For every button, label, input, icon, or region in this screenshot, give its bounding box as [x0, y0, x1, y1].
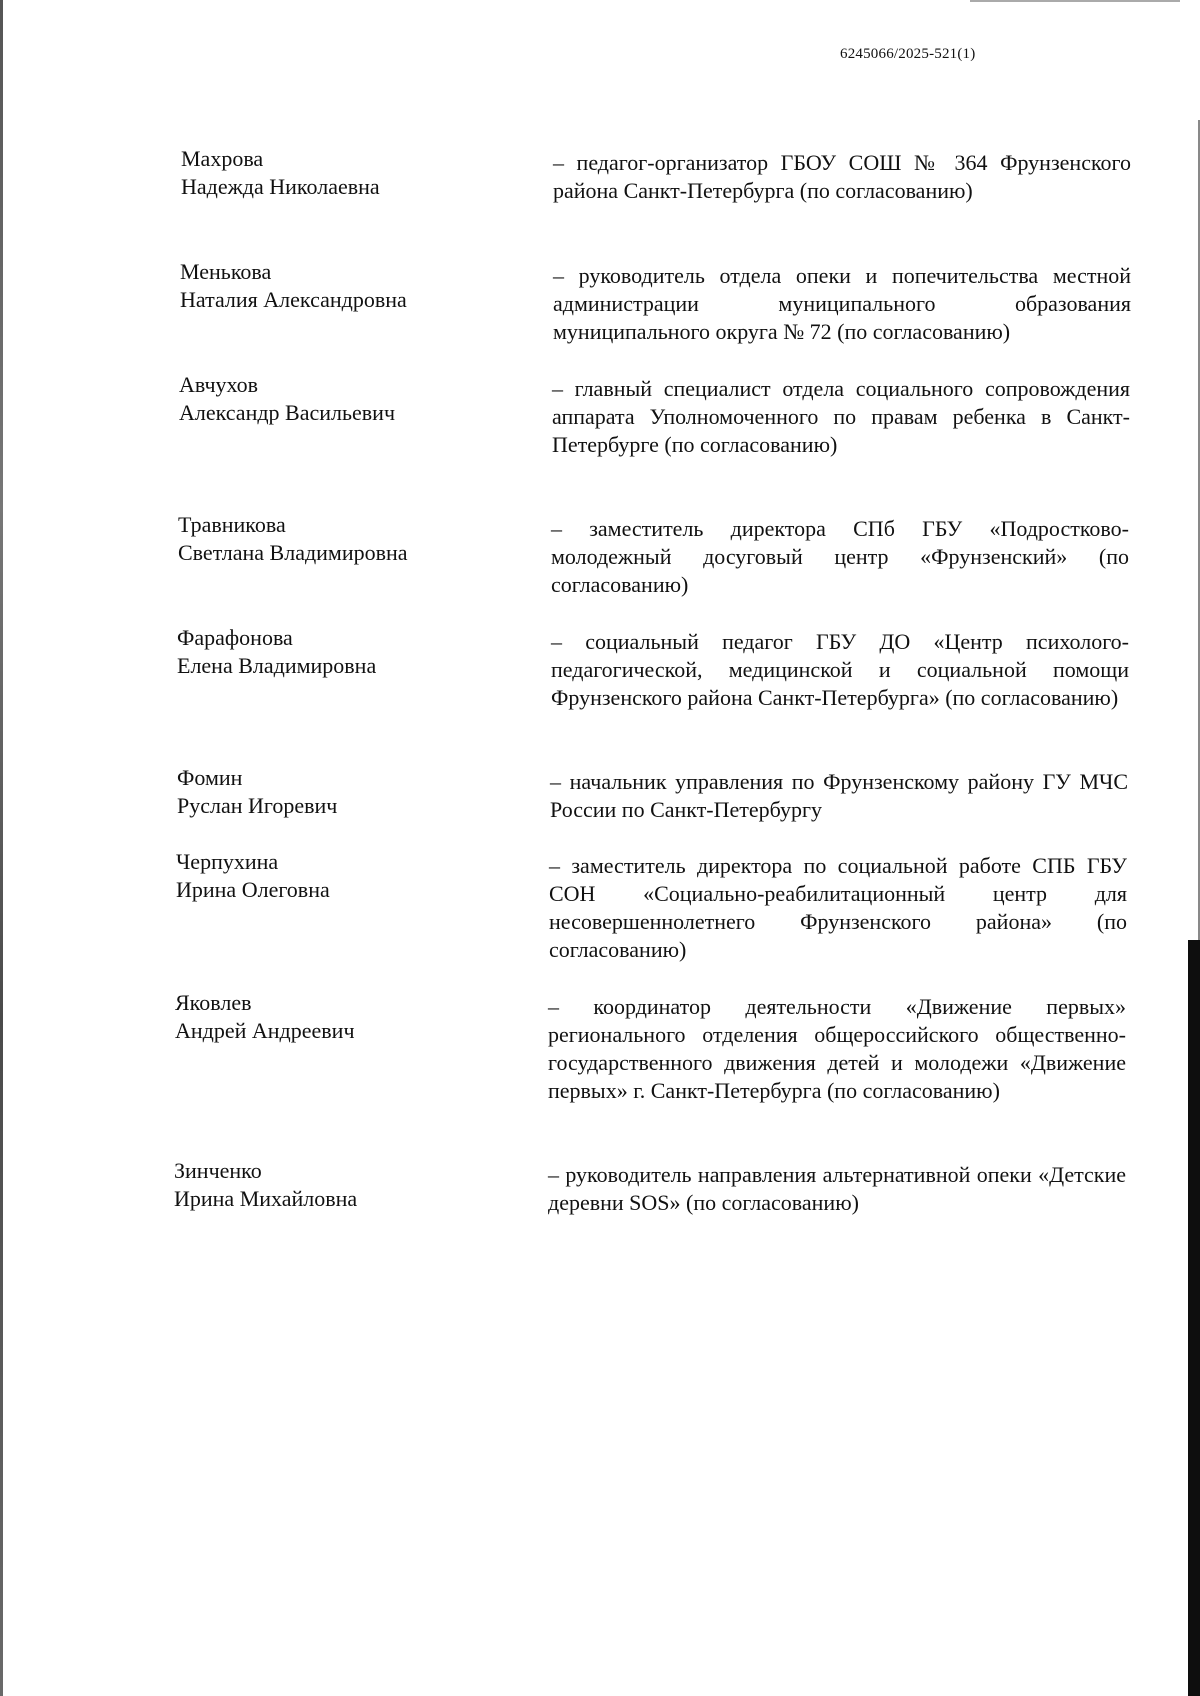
member-given-name: Ирина Олеговна [176, 877, 330, 902]
member-name [178, 511, 508, 567]
scan-edge-top [970, 0, 1180, 2]
scan-edge-left [0, 0, 3, 1696]
member-given-name: Надежда Николаевна [181, 174, 380, 199]
member-surname: Махрова [181, 146, 264, 171]
member-role: – руководитель отдела опеки и попечительства местной администрации муниципального образования муниципального округа № 72 (по согласованию) [553, 263, 1131, 344]
member-surname: Черпухина [176, 849, 279, 874]
member-name [174, 1157, 504, 1213]
member-role: – заместитель директора СПб ГБУ «Подростково-молодежный досуговый центр «Фрунзенский» (по согласованию) [551, 516, 1129, 597]
member-name [180, 258, 510, 314]
member-given-name: Светлана Владимировна [178, 540, 408, 565]
member-name [177, 624, 507, 680]
member-role: – заместитель директора по социальной работе СПБ ГБУ СОН «Социально-реабилитационный центр для несовершеннолетнего Фрунзенского района» (по согласованию) [549, 853, 1127, 962]
scan-edge-right [1188, 940, 1200, 1696]
member-surname: Травникова [178, 512, 286, 537]
member-surname: Менькова [180, 259, 272, 284]
member-name [177, 764, 507, 820]
member-given-name: Елена Владимировна [177, 653, 377, 678]
member-surname: Яковлев [175, 990, 252, 1015]
document-number: 6245066/2025-521(1) [840, 46, 976, 62]
member-surname: Авчухов [179, 372, 259, 397]
member-role: – начальник управления по Фрунзенскому району ГУ МЧС России по Санкт-Петербургу [550, 769, 1128, 822]
member-name [181, 145, 511, 201]
member-surname: Фомин [177, 765, 243, 790]
member-role: – координатор деятельности «Движение первых» регионального отделения общероссийского общественно-государственного движения детей и молодежи «Движение первых» г. Санкт-Петербурга (по согласованию) [548, 994, 1126, 1103]
member-name [179, 371, 509, 427]
member-role: – руководитель направления альтернативной опеки «Детские деревни SOS» (по согласованию) [548, 1162, 1126, 1215]
member-surname: Зинченко [174, 1158, 262, 1183]
member-name [175, 989, 505, 1045]
member-role: – главный специалист отдела социального сопровождения аппарата Уполномоченного по правам ребенка в Санкт-Петербурге (по согласованию) [552, 376, 1130, 457]
member-role: – педагог-организатор ГБОУ СОШ № 364 Фрунзенского района Санкт-Петербурга (по согласованию) [553, 150, 1131, 203]
member-name [176, 848, 506, 904]
member-given-name: Александр Васильевич [179, 400, 396, 425]
member-role: – социальный педагог ГБУ ДО «Центр психолого-педагогической, медицинской и социальной помощи Фрунзенского района Санкт-Петербурга» (по согласованию) [551, 629, 1129, 710]
member-given-name: Руслан Игоревич [177, 793, 338, 818]
member-given-name: Ирина Михайловна [174, 1186, 358, 1211]
member-given-name: Наталия Александровна [180, 287, 407, 312]
member-surname: Фарафонова [177, 625, 293, 650]
member-given-name: Андрей Андреевич [175, 1018, 355, 1043]
